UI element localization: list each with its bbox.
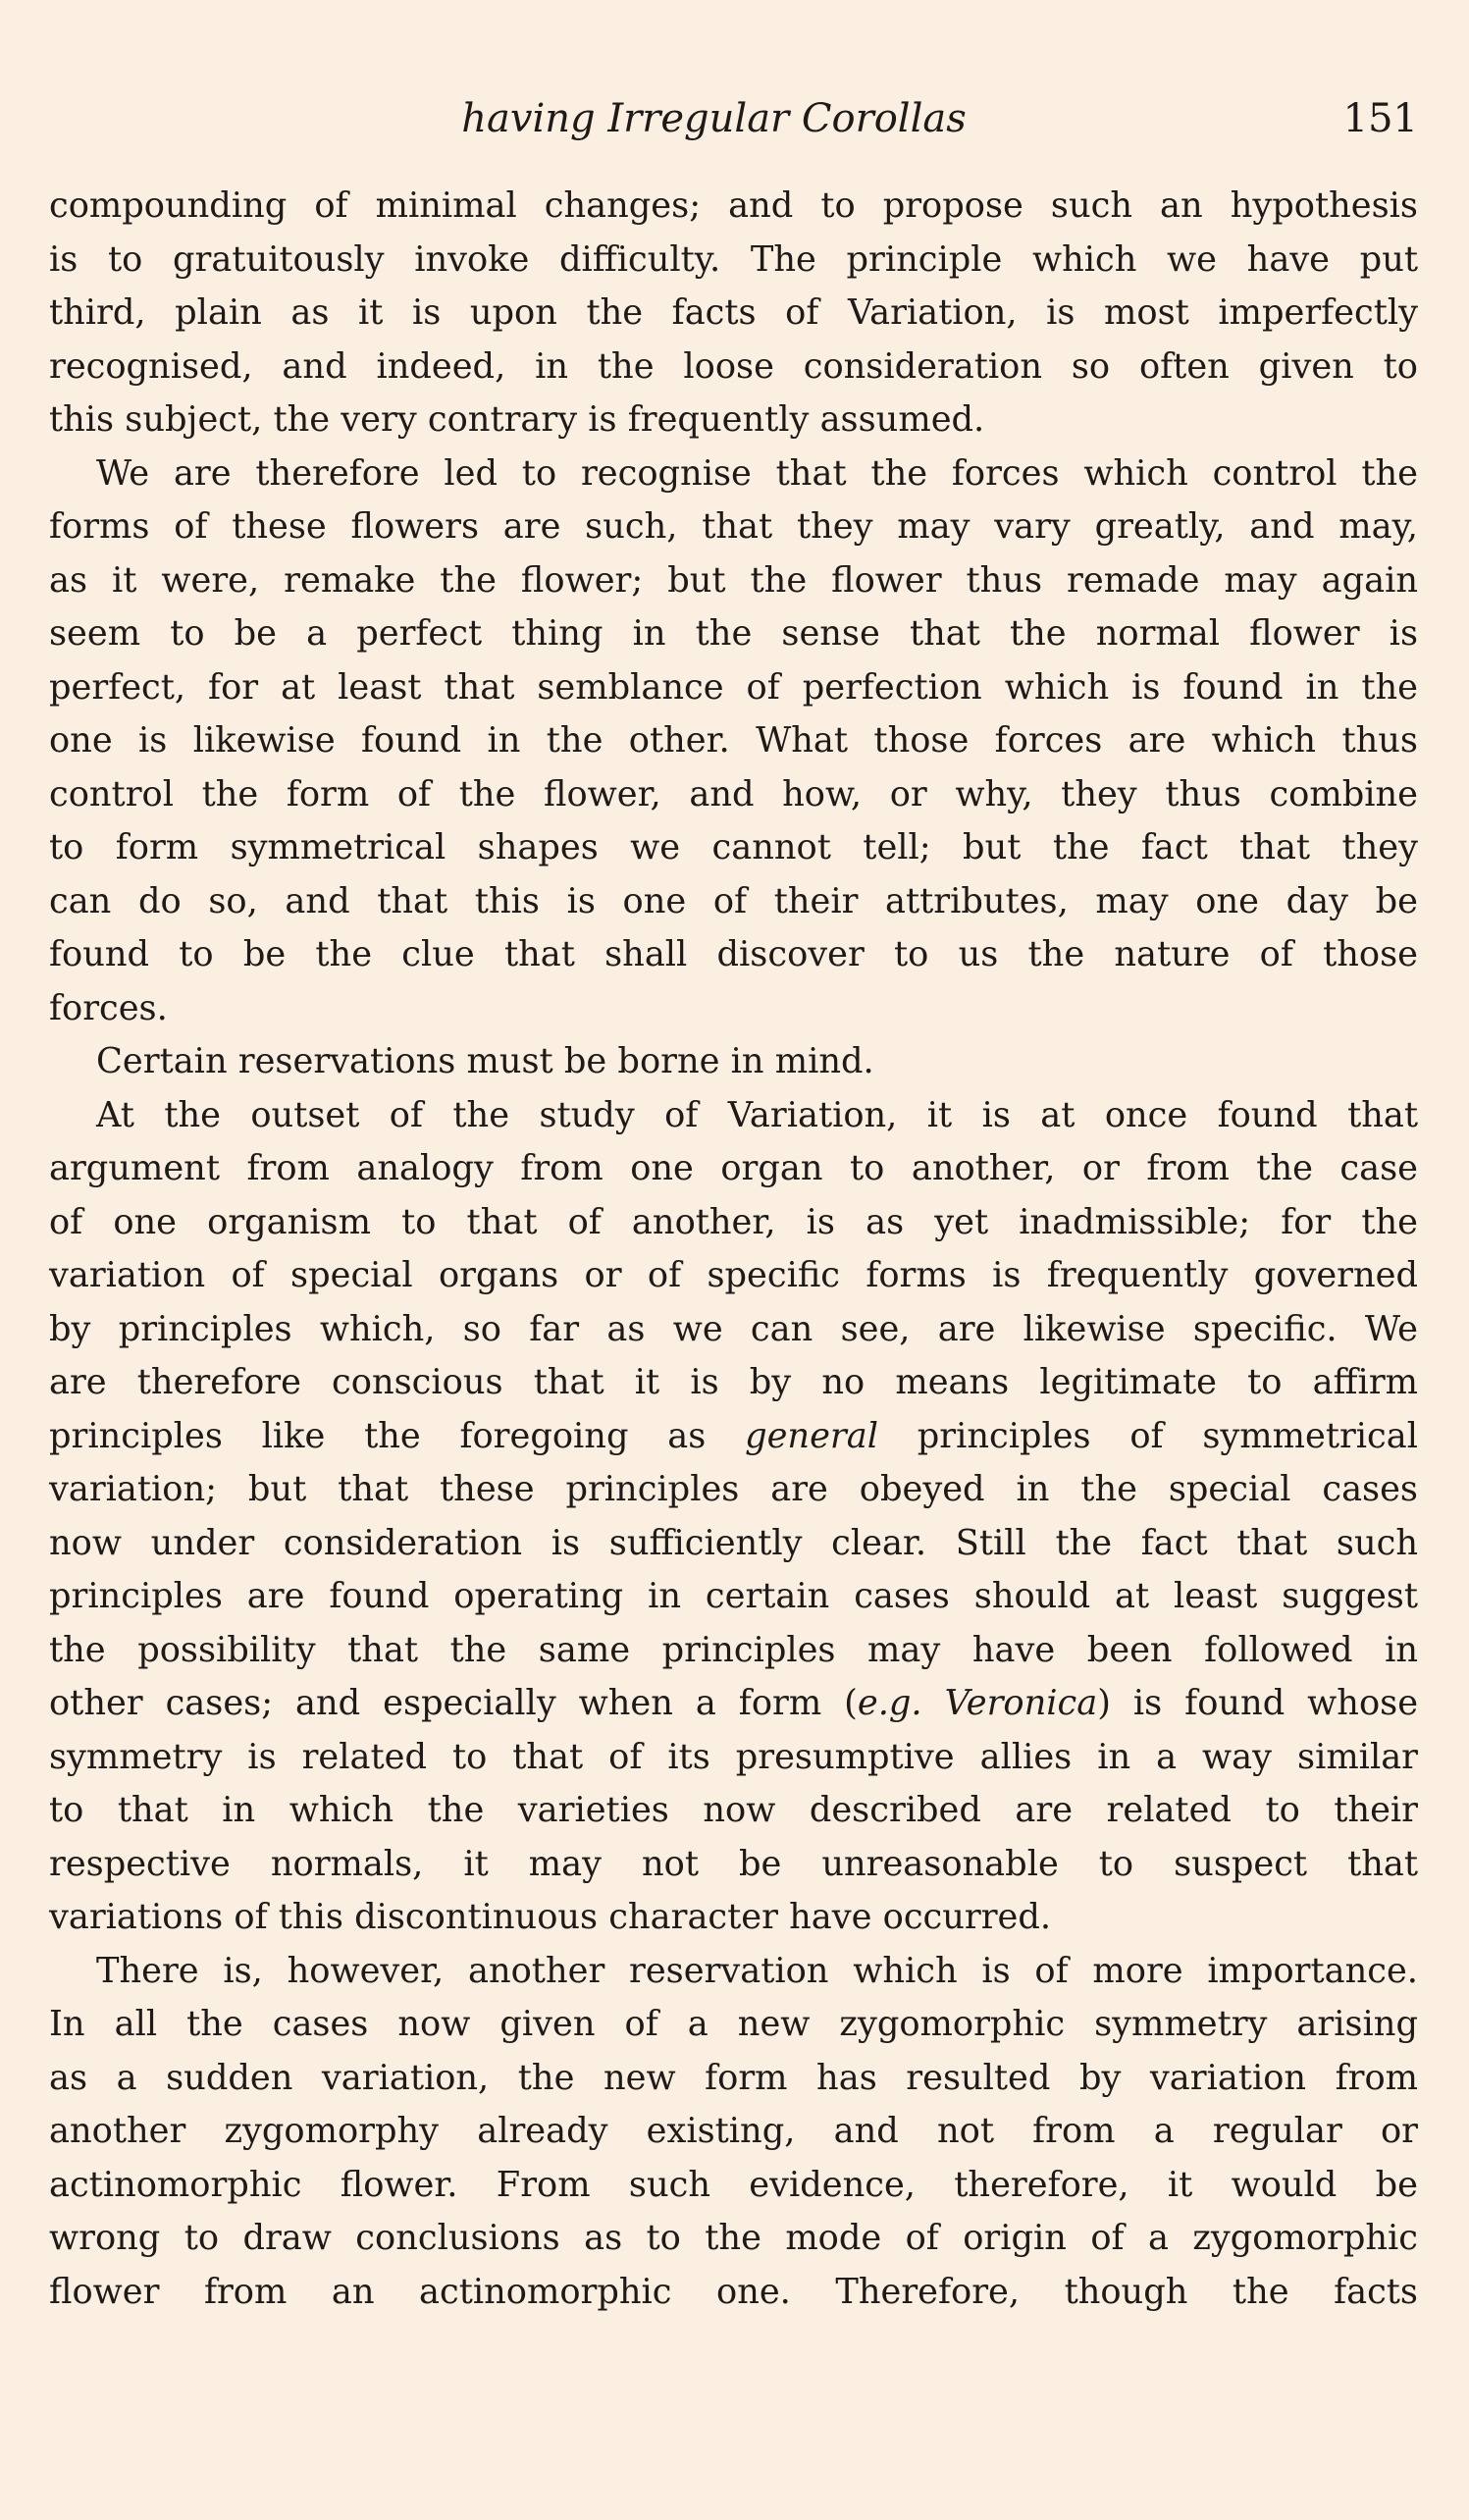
text-line: as a sudden variation, the new form has resulted by variation from bbox=[49, 2057, 1418, 2098]
text-line: the possibility that the same principles may have been followed in bbox=[49, 1629, 1418, 1670]
text-line: We are therefore led to recognise that the forces which control the bbox=[96, 452, 1418, 494]
text-line: seem to be a perfect thing in the sense that the normal flower is bbox=[49, 613, 1418, 654]
page-number: 151 bbox=[1342, 96, 1418, 141]
text-line: Certain reservations must be borne in mind. bbox=[96, 1041, 874, 1081]
text-line: control the form of the flower, and how, or why, they thus combine bbox=[49, 773, 1418, 814]
text-line: now under consideration is sufficiently clear. Still the fact that such bbox=[49, 1522, 1418, 1563]
text-line: as it were, remake the flower; but the flower thus remade may again bbox=[49, 559, 1418, 601]
text-line: principles like the foregoing as general principles of symmetrical bbox=[49, 1415, 1418, 1456]
paragraph-1 bbox=[49, 180, 1418, 447]
paragraph-5 bbox=[49, 1945, 1418, 2320]
paragraph-2 bbox=[49, 447, 1418, 1036]
text-line: to that in which the varieties now described are related to their bbox=[49, 1790, 1418, 1830]
text-line: can do so, and that this is one of their attributes, may one day be bbox=[49, 880, 1418, 921]
paragraph-4 bbox=[49, 1089, 1418, 1945]
body-text bbox=[49, 180, 1418, 2319]
text-line: There is, however, another reservation which is of more importance. bbox=[96, 1950, 1418, 1991]
text-line: are therefore conscious that it is by no means legitimate to affirm bbox=[49, 1362, 1418, 1402]
text-line: In all the cases now given of a new zygomorphic symmetry arising bbox=[49, 2004, 1418, 2044]
text-line: principles are found operating in certain cases should at least suggest bbox=[49, 1576, 1418, 1616]
text-line: flower from an actinomorphic one. Therefore, though the facts bbox=[49, 2271, 1418, 2312]
text-line: compounding of minimal changes; and to propose such an hypothesis bbox=[49, 185, 1418, 226]
text-line: recognised, and indeed, in the loose consideration so often given to bbox=[49, 345, 1418, 387]
text-line: variations of this discontinuous character have occurred. bbox=[49, 1897, 1052, 1937]
text-line: to form symmetrical shapes we cannot tell; but the fact that they bbox=[49, 827, 1418, 867]
paragraph-3 bbox=[49, 1035, 1418, 1089]
text-line: of one organism to that of another, is as yet inadmissible; for the bbox=[49, 1201, 1418, 1242]
text-line: At the outset of the study of Variation, it is at once found that bbox=[96, 1094, 1418, 1135]
page-header bbox=[49, 90, 1418, 147]
text-line: another zygomorphy already existing, and not from a regular or bbox=[49, 2111, 1418, 2151]
italic-term: e.g. bbox=[857, 1683, 922, 1723]
text-line: variation; but that these principles are obeyed in the special cases bbox=[49, 1469, 1418, 1509]
text-line: respective normals, it may not be unreasonable to suspect that bbox=[49, 1843, 1418, 1884]
text-line: variation of special organs or of specific forms is frequently governed bbox=[49, 1255, 1418, 1295]
text-line: forms of these flowers are such, that they may vary greatly, and may, bbox=[49, 506, 1418, 547]
text-line: third, plain as it is upon the facts of Variation, is most imperfectly bbox=[49, 292, 1418, 333]
italic-term: Veronica bbox=[944, 1683, 1098, 1723]
text-line: is to gratuitously invoke difficulty. The principle which we have put bbox=[49, 238, 1418, 280]
text-line: symmetry is related to that of its presumptive allies in a way similar bbox=[49, 1736, 1418, 1777]
text-line: this subject, the very contrary is frequently assumed. bbox=[49, 399, 985, 440]
text-line: one is likewise found in the other. What those forces are which thus bbox=[49, 720, 1418, 761]
text-line: by principles which, so far as we can see, are likewise specific. We bbox=[49, 1308, 1418, 1349]
text-line: argument from analogy from one organ to another, or from the case bbox=[49, 1148, 1418, 1188]
running-title: having Irregular Corollas bbox=[461, 96, 967, 141]
text-line: perfect, for at least that semblance of perfection which is found in the bbox=[49, 666, 1418, 708]
text-line: found to be the clue that shall discover to us the nature of those bbox=[49, 934, 1418, 974]
text-line: actinomorphic flower. From such evidence, therefore, it would be bbox=[49, 2164, 1418, 2205]
text-line: forces. bbox=[49, 987, 168, 1028]
text-line: wrong to draw conclusions as to the mode of origin of a zygomorphic bbox=[49, 2218, 1418, 2258]
text-line: other cases; and especially when a form (e.g. Veronica) is found whose bbox=[49, 1683, 1419, 1723]
italic-term: general bbox=[745, 1415, 878, 1456]
